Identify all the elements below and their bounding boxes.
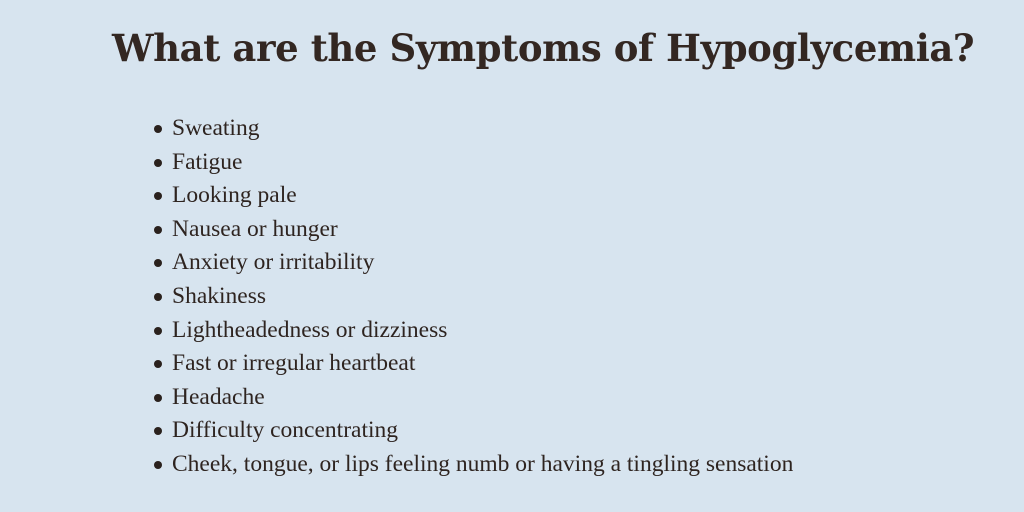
bullet-icon (154, 226, 162, 234)
symptom-label: Nausea or hunger (172, 215, 338, 242)
symptom-item-lightheadedness-or-dizziness (150, 314, 793, 348)
bullet-icon (154, 427, 162, 435)
symptom-item-looking-pale (150, 179, 793, 213)
bullet-icon (154, 125, 162, 133)
bullet-icon (154, 461, 162, 469)
symptom-label: Lightheadedness or dizziness (172, 316, 448, 343)
symptom-item-headache (150, 381, 793, 415)
page-title: What are the Symptoms of Hypoglycemia? (112, 26, 975, 70)
bullet-icon (154, 259, 162, 267)
symptom-label: Cheek, tongue, or lips feeling numb or having a tingling sensation (172, 450, 794, 477)
bullet-icon (154, 192, 162, 200)
symptom-item-nausea-or-hunger (150, 213, 793, 247)
bullet-icon (154, 327, 162, 335)
symptom-label: Looking pale (172, 182, 297, 209)
bullet-icon (154, 360, 162, 368)
symptom-label: Sweating (172, 115, 260, 141)
symptom-label: Difficulty concentrating (172, 417, 399, 444)
symptom-item-shakiness (150, 280, 793, 314)
symptom-item-sweating (150, 112, 793, 146)
bullet-icon (154, 159, 162, 167)
bullet-icon (154, 394, 162, 402)
symptom-item-anxiety-or-irritability (150, 246, 793, 280)
symptom-item-fast-or-irregular-heartbeat (150, 347, 793, 381)
symptom-label: Fast or irregular heartbeat (172, 350, 416, 377)
symptom-item-difficulty-concentrating (150, 414, 793, 448)
symptom-list (150, 112, 793, 482)
symptom-item-numbness-or-tingling (150, 448, 793, 482)
symptom-label: Anxiety or irritability (172, 249, 375, 276)
bullet-icon (154, 293, 162, 301)
symptom-label: Shakiness (172, 282, 266, 309)
symptom-item-fatigue (150, 146, 793, 180)
symptom-label: Headache (172, 383, 265, 410)
symptom-label: Fatigue (172, 148, 243, 175)
